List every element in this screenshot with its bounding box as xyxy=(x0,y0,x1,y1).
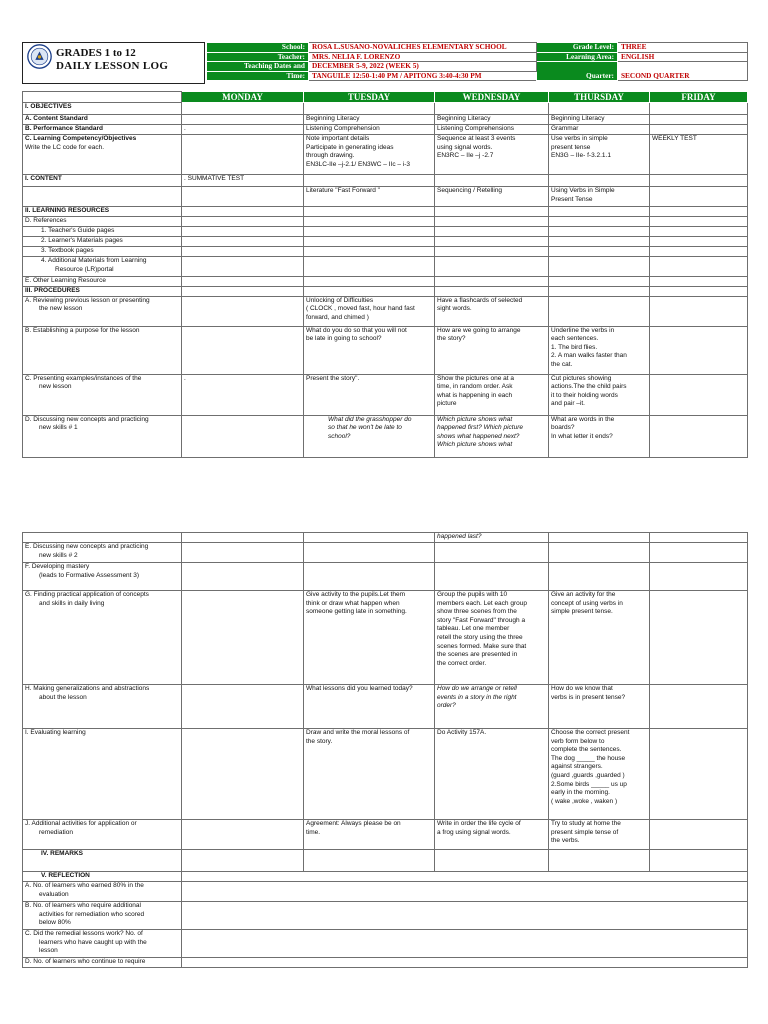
text-line: new lesson xyxy=(39,383,72,391)
wed-proc-h xyxy=(435,685,549,729)
text-line: J. Additional activities for application or xyxy=(25,820,137,827)
text-line: each sentences. xyxy=(551,335,599,343)
thu-performance-standard: Grammar xyxy=(549,125,650,135)
tue-content: Literature "Fast Forward " xyxy=(304,187,435,207)
competency-title: C. Learning Competency/Objectives xyxy=(25,135,137,142)
content-heading: I. CONTENT xyxy=(23,175,182,187)
day-wednesday: WEDNESDAY xyxy=(435,92,549,103)
lesson-log-table-page2 xyxy=(22,532,748,968)
days-header-blank xyxy=(23,92,182,103)
thu-proc-j xyxy=(549,820,650,850)
text-line: lesson xyxy=(39,947,58,955)
text-line: Give activity to the pupils.Let them xyxy=(306,591,405,598)
text-line: 2. A man walks faster than xyxy=(551,352,627,360)
text-line: show three scenes from the xyxy=(437,608,517,616)
tue-proc-h: What lessons did you learned today? xyxy=(304,685,435,729)
text-line: activities for remediation who scored xyxy=(39,910,145,918)
text-line: ( wake ,woke , waken ) xyxy=(551,797,618,805)
text-line: it to their holding words xyxy=(551,391,618,399)
text-line: the story? xyxy=(437,335,466,343)
thu-proc-i xyxy=(549,729,650,820)
fri-competency: WEEKLY TEST xyxy=(650,135,748,175)
text-line: present tense xyxy=(551,143,591,151)
proc-g-label xyxy=(23,591,182,685)
text-line: Unlocking of Difficulties xyxy=(306,296,374,304)
proc-d-label xyxy=(23,415,182,457)
text-line: Try to study at home the xyxy=(551,820,621,827)
text-line: Show the pictures one at a xyxy=(437,374,514,382)
mon-performance-standard: . xyxy=(182,125,304,135)
text-line: retell the story using the three xyxy=(437,633,523,641)
text-line: Draw and write the moral lessons of xyxy=(306,729,410,736)
text-line: In what letter it ends? xyxy=(551,432,613,440)
text-line: Note important details xyxy=(306,135,370,142)
title-daily-lesson-log: DAILY LESSON LOG xyxy=(56,60,169,72)
text-line: order? xyxy=(437,702,456,710)
text-line: through drawing. xyxy=(306,152,355,160)
teacher-label: Teacher: xyxy=(207,52,309,62)
text-line: 1. The bird flies. xyxy=(551,343,598,351)
text-line: be late in going to school? xyxy=(306,335,382,343)
text-line: shows what happened next? xyxy=(437,432,520,440)
grade-label: Grade Level: xyxy=(537,43,618,53)
text-line: C. Presenting examples/instances of the xyxy=(25,374,142,382)
text-line: about the lesson xyxy=(39,693,87,701)
text-line: Choose the correct present xyxy=(551,729,630,736)
day-thursday: THURSDAY xyxy=(549,92,650,103)
proc-b-label: B. Establishing a purpose for the lesson xyxy=(23,326,182,374)
text-line: Which picture shows what xyxy=(437,441,513,449)
text-line: tableau. Let one member xyxy=(437,625,510,633)
wed-proc-c xyxy=(435,374,549,415)
lesson-log-table-page1 xyxy=(22,91,748,458)
text-line: EN3RC – IIe –j -2.7 xyxy=(437,152,494,160)
text-line: A. Reviewing previous lesson or presenting xyxy=(25,296,150,304)
text-line: Sequence at least 3 events xyxy=(437,135,516,142)
wed-proc-j xyxy=(435,820,549,850)
text-line: the new lesson xyxy=(39,305,83,313)
deped-seal-icon xyxy=(27,44,52,69)
text-line: picture xyxy=(437,400,457,408)
tue-proc-i xyxy=(304,729,435,820)
tue-proc-g xyxy=(304,591,435,685)
text-line: sight words. xyxy=(437,305,472,313)
teachers-guide-label: 1. Teacher's Guide pages xyxy=(23,227,182,237)
text-line: the scenes are presented in xyxy=(437,651,518,659)
day-monday: MONDAY xyxy=(182,92,304,103)
text-line: What did the grasshopper do xyxy=(328,415,412,423)
text-line: (guard ,guards ,guarded ) xyxy=(551,771,625,779)
text-line: What are words in the xyxy=(551,415,615,423)
resources-heading: II. LEARNING RESOURCES xyxy=(23,207,182,217)
text-line: members each. Let each group xyxy=(437,599,527,607)
text-line: boards? xyxy=(551,424,575,432)
header-info-table xyxy=(206,42,748,81)
text-line: B. No. of learners who require additional xyxy=(25,902,141,909)
other-resources-label: E. Other Learning Resource xyxy=(23,277,182,287)
area-label: Learning Area: xyxy=(537,52,618,62)
textbook-label: 3. Textbook pages xyxy=(23,247,182,257)
title-grades: GRADES 1 to 12 xyxy=(56,47,136,59)
proc-e-label xyxy=(23,543,182,563)
text-line: verbs is in present tense? xyxy=(551,693,626,701)
text-line: time. xyxy=(306,828,321,836)
text-line: The dog _____ the house xyxy=(551,754,626,762)
tue-proc-a xyxy=(304,296,435,326)
tue-content-standard: Beginning Literacy xyxy=(304,115,435,125)
text-line: Present Tense xyxy=(551,195,593,203)
wed-proc-g xyxy=(435,591,549,685)
text-line: new skills # 2 xyxy=(39,551,78,559)
thu-competency xyxy=(549,135,650,175)
text-line: G. Finding practical application of concepts xyxy=(25,591,149,598)
proc-j-label xyxy=(23,820,182,850)
text-line: Resource (LR)portal xyxy=(55,265,114,273)
text-line: and pair –it. xyxy=(551,400,585,408)
thu-content xyxy=(549,187,650,207)
wed-proc-a xyxy=(435,296,549,326)
text-line: against strangers. xyxy=(551,763,603,771)
competency-subtitle: Write the LC code for each. xyxy=(25,143,105,151)
text-line: the story. xyxy=(306,737,333,745)
dates-label: Teaching Dates and xyxy=(207,62,309,72)
text-line: Use verbs in simple xyxy=(551,135,608,142)
wed-content: Sequencing / Retelling xyxy=(435,187,549,207)
learners-materials-label: 2. Learner's Materials pages xyxy=(23,237,182,247)
school-label: School: xyxy=(207,43,309,53)
proc-f-label xyxy=(23,563,182,591)
time-label: Time: xyxy=(207,71,309,81)
text-line: Group the pupils with 10 xyxy=(437,591,508,598)
text-line: actions.The the child pairs xyxy=(551,383,627,391)
day-friday: FRIDAY xyxy=(650,92,748,103)
text-line: new skills # 1 xyxy=(39,424,78,432)
dates-value: DECEMBER 5-9, 2022 (WEEK 5) xyxy=(309,62,537,72)
text-line: Have a flashcards of selected xyxy=(437,296,523,304)
grade-value: THREE xyxy=(618,43,748,53)
text-line: A. No. of learners who earned 80% in the xyxy=(25,882,144,889)
text-line: learners who have caught up with the xyxy=(39,938,147,946)
reflection-c-label xyxy=(23,930,182,958)
day-tuesday: TUESDAY xyxy=(304,92,435,103)
text-line: below 80% xyxy=(39,919,71,927)
text-line: the correct order. xyxy=(437,659,487,667)
teacher-value: MRS. NELIA F. LORENZO xyxy=(309,52,537,62)
text-line: someone getting late in something. xyxy=(306,608,407,616)
text-line: time, in random order. Ask xyxy=(437,383,513,391)
text-line: Participate in generating ideas xyxy=(306,143,394,151)
proc-h-label xyxy=(23,685,182,729)
text-line: the cat. xyxy=(551,360,573,368)
text-line: events in a story in the right xyxy=(437,693,517,701)
text-line: scenes formed. Make sure that xyxy=(437,642,527,650)
wed-proc-i: Do Activity 157A. xyxy=(435,729,549,820)
mon-proc-c: . xyxy=(182,374,304,415)
text-line: using signal words. xyxy=(437,143,493,151)
text-line: story "Fast Forward" through a xyxy=(437,616,526,624)
text-line: 4. Additional Materials from Learning xyxy=(41,257,147,264)
text-line: What do you do so that you will not xyxy=(306,326,407,334)
thu-proc-b xyxy=(549,326,650,374)
text-line: ( CLOCK , moved fast, hour hand fast xyxy=(306,305,415,313)
additional-materials-label xyxy=(23,257,182,277)
thu-proc-d xyxy=(549,415,650,457)
thu-proc-c xyxy=(549,374,650,415)
text-line: How are we going to arrange xyxy=(437,326,521,334)
wed-content-standard: Beginning Literacy xyxy=(435,115,549,125)
text-line: remediation xyxy=(39,828,73,836)
quarter-label: Quarter: xyxy=(537,62,618,81)
text-line: simple present tense. xyxy=(551,608,613,616)
text-line: EN3LC-IIe –j-2.1/ EN3WC – IIc – i-3 xyxy=(306,160,411,168)
tue-proc-d xyxy=(304,415,435,457)
proc-c-label xyxy=(23,374,182,415)
text-line: C. Did the remedial lessons work? No. of xyxy=(25,930,143,937)
remarks-heading: IV. REMARKS xyxy=(23,850,182,872)
text-line: (leads to Formative Assessment 3) xyxy=(39,571,140,579)
text-line: complete the sentences. xyxy=(551,746,622,754)
text-line: Write in order the life cycle of xyxy=(437,820,521,827)
text-line: early in the morning. xyxy=(551,789,610,797)
text-line: verb form below to xyxy=(551,737,605,745)
text-line: think or draw what happen when xyxy=(306,599,400,607)
text-line: Using Verbs in Simple xyxy=(551,187,615,194)
wed-proc-b xyxy=(435,326,549,374)
text-line: 2.Some birds _____ us up xyxy=(551,780,627,788)
reflection-heading: V. REFLECTION xyxy=(23,872,182,882)
competency-label xyxy=(23,135,182,175)
text-line: F. Developing mastery xyxy=(25,563,90,570)
text-line: Agreement: Always please be on xyxy=(306,820,401,827)
tue-performance-standard: Listening Comprehension xyxy=(304,125,435,135)
text-line: How do we arrange or retell xyxy=(437,685,517,692)
references-label: D. References xyxy=(23,217,182,227)
reflection-b-label xyxy=(23,902,182,930)
text-line: present simple tense of xyxy=(551,828,619,836)
tue-proc-j xyxy=(304,820,435,850)
performance-standard-label: B. Performance Standard xyxy=(23,125,182,135)
wed-performance-standard: Listening Comprehensions xyxy=(435,125,549,135)
proc-a-label xyxy=(23,296,182,326)
tue-proc-b xyxy=(304,326,435,374)
text-line: How do we know that xyxy=(551,685,613,692)
text-line: school? xyxy=(328,432,351,440)
wed-competency xyxy=(435,135,549,175)
text-line: E. Discussing new concepts and practicing xyxy=(25,543,149,550)
wed-proc-d xyxy=(435,415,549,457)
text-line: and skills in daily living xyxy=(39,599,105,607)
text-line: Underline the verbs in xyxy=(551,326,615,334)
quarter-value: SECOND QUARTER xyxy=(618,62,748,81)
reflection-d-label: D. No. of learners who continue to require xyxy=(23,958,182,968)
procedures-heading: III. PROCEDURES xyxy=(23,287,182,297)
text-line: happened first? Which picture xyxy=(437,424,523,432)
text-line: Which picture shows what xyxy=(437,415,513,423)
text-line: a frog using signal words. xyxy=(437,828,511,836)
text-line: evaluation xyxy=(39,890,69,898)
thu-content-standard: Beginning Literacy xyxy=(549,115,650,125)
reflection-a-label xyxy=(23,882,182,902)
text-line: Give an activity for the xyxy=(551,591,616,598)
thu-proc-h xyxy=(549,685,650,729)
content-standard-label: A. Content Standard xyxy=(23,115,182,125)
text-line: concept of using verbs in xyxy=(551,599,623,607)
tue-competency xyxy=(304,135,435,175)
thu-proc-g xyxy=(549,591,650,685)
time-value: TANGUILE 12:50-1:40 PM / APITONG 3:40-4:30 PM xyxy=(309,71,537,81)
text-line: Cut pictures showing xyxy=(551,374,612,382)
text-line: H. Making generalizations and abstractions xyxy=(25,685,150,692)
objectives-heading: I. OBJECTIVES xyxy=(23,103,182,115)
area-value: ENGLISH xyxy=(618,52,748,62)
text-line: forward, and chimed ) xyxy=(306,313,369,321)
wed-proc-d-continued: happened last? xyxy=(435,533,549,543)
school-value: ROSA L.SUSANO-NOVALICHES ELEMENTARY SCHOOL xyxy=(309,43,537,53)
text-line: the verbs. xyxy=(551,837,580,845)
proc-i-label: I. Evaluating learning xyxy=(23,729,182,820)
tue-proc-c: Present the story". xyxy=(304,374,435,415)
text-line: what is happening in each xyxy=(437,391,513,399)
text-line: EN3G – IIe- f-3.2.1.1 xyxy=(551,152,611,160)
text-line: so that he won't be late to xyxy=(328,424,402,432)
mon-content: . SUMMATIVE TEST xyxy=(182,175,304,187)
text-line: D. Discussing new concepts and practicing xyxy=(25,415,149,423)
